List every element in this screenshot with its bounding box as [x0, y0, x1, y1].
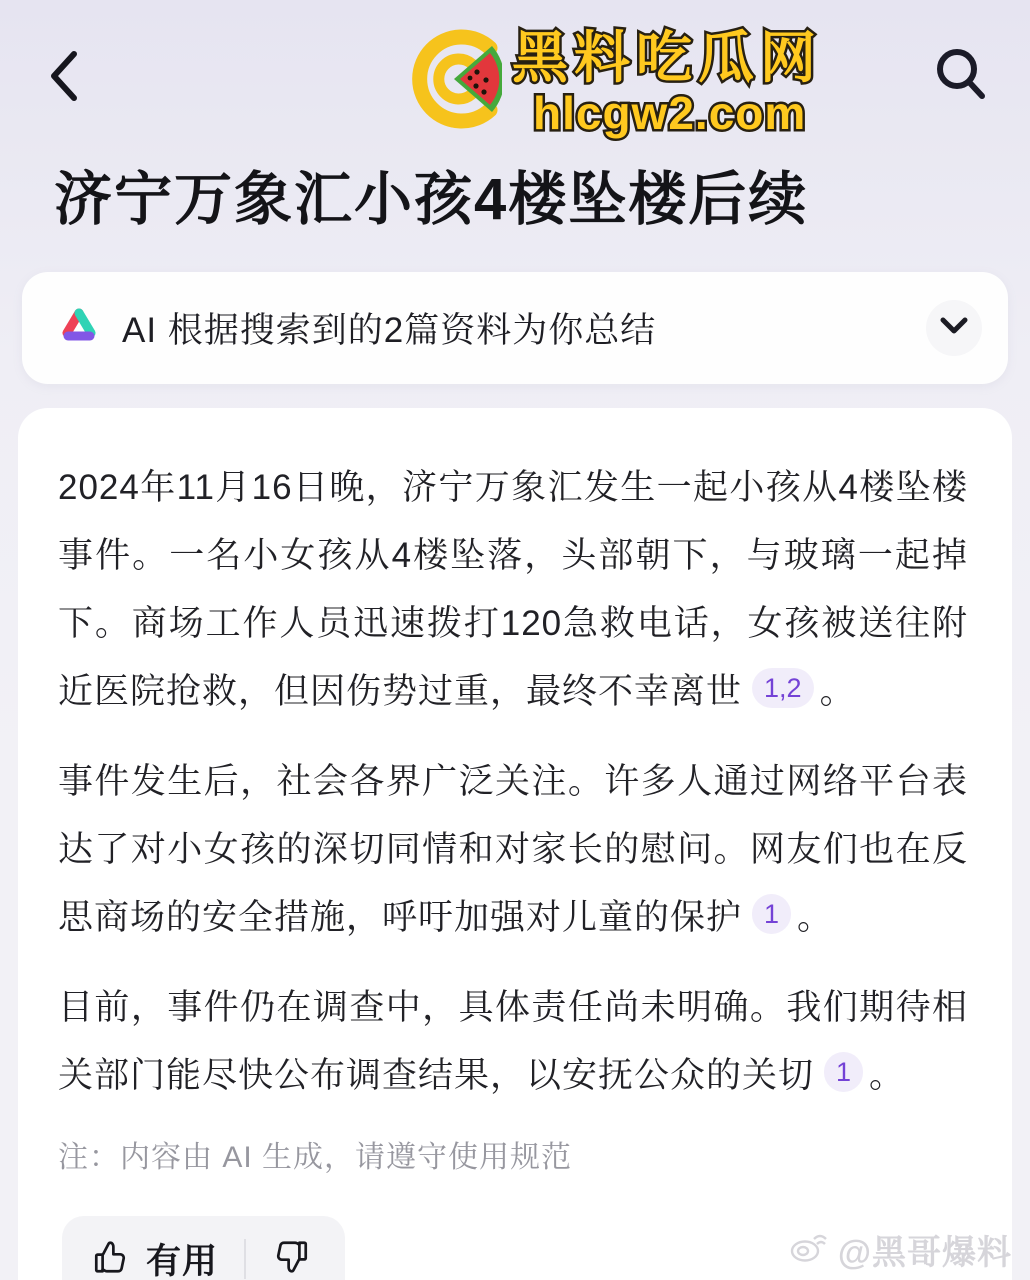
sentence-end: 。	[797, 898, 834, 937]
useful-label: 有用	[146, 1242, 219, 1280]
ai-summary-card	[18, 408, 1012, 1280]
chevron-down-icon	[939, 316, 969, 341]
summary-paragraph	[58, 454, 968, 726]
thumb-up-icon	[92, 1238, 130, 1280]
author-watermark	[788, 1225, 1012, 1274]
site-watermark-text	[510, 21, 840, 143]
author-watermark-text: @黑哥爆料	[837, 1234, 1012, 1272]
site-url-text: hlcgw2.com	[533, 86, 807, 139]
back-button[interactable]	[44, 46, 88, 106]
site-name-text: 黑料吃瓜网	[512, 25, 822, 89]
watermelon-logo-icon	[402, 20, 502, 143]
useful-button[interactable]	[92, 1234, 218, 1280]
feedback-pill	[62, 1216, 345, 1280]
chevron-left-icon	[44, 93, 88, 110]
ai-summary-label: AI 根据搜索到的2篇资料为你总结	[122, 311, 657, 350]
ai-disclaimer: 注：内容由 AI 生成，请遵守使用规范	[58, 1141, 573, 1174]
divider	[244, 1239, 246, 1279]
page-title: 济宁万象汇小孩4楼坠楼后续	[54, 167, 809, 232]
weibo-icon	[788, 1225, 832, 1274]
paragraph-text: 事件发生后，社会各界广泛关注。许多人通过网络平台表达了对小女孩的深切同情和对家长的慰问。网友们也在反思商场的安全措施，呼吁加强对儿童的保护	[58, 762, 968, 937]
citation-badge[interactable]: 1	[752, 894, 791, 934]
ai-triangle-icon	[58, 305, 100, 352]
site-watermark	[402, 20, 840, 143]
not-useful-button[interactable]	[272, 1238, 310, 1280]
paragraph-text: 2024年11月16日晚，济宁万象汇发生一起小孩从4楼坠楼事件。一名小女孩从4楼坠落，头部朝下，与玻璃一起掉下。商场工作人员迅速拨打120急救电话，女孩被送往附近医院抢救，但因伤势过重，最终不幸离世	[58, 468, 968, 711]
ai-summary-bar[interactable]	[22, 272, 1008, 384]
citation-badge[interactable]: 1	[824, 1052, 863, 1092]
magnifier-icon	[932, 93, 990, 110]
collapse-button[interactable]	[926, 300, 982, 356]
sentence-end: 。	[819, 672, 856, 711]
citation-badge[interactable]: 1,2	[752, 668, 814, 708]
paragraph-text: 目前，事件仍在调查中，具体责任尚未明确。我们期待相关部门能尽快公布调查结果，以安抚公众的关切	[58, 988, 968, 1095]
summary-paragraph	[58, 974, 968, 1110]
search-button[interactable]	[932, 44, 990, 106]
summary-paragraph	[58, 748, 968, 952]
thumb-down-icon	[272, 1238, 310, 1280]
sentence-end: 。	[869, 1056, 906, 1095]
